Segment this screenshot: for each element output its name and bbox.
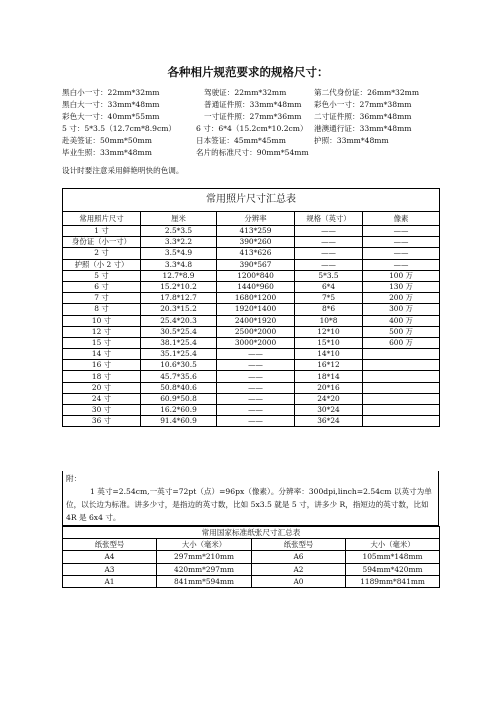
table-cell: 420mm*297mm xyxy=(157,563,252,575)
table-cell: 24*20 xyxy=(295,393,363,404)
table-cell: —— xyxy=(217,349,295,360)
table-cell: —— xyxy=(295,248,363,259)
spec-item: 黑白大一寸：33mm*48mm xyxy=(62,100,160,109)
column-header: 常用照片尺寸 xyxy=(63,212,141,226)
column-header: 像素 xyxy=(363,212,440,226)
table-cell xyxy=(363,382,440,393)
table-cell: A4 xyxy=(63,551,157,563)
table-cell: —— xyxy=(295,237,363,248)
table-cell xyxy=(363,349,440,360)
table-cell: 30 寸 xyxy=(63,405,141,416)
table-row xyxy=(63,382,440,393)
table-cell: 身份证（小一寸） xyxy=(63,237,141,248)
table-cell: 1680*1200 xyxy=(217,293,295,304)
spec-item: 赴美签证：50mm*50mm xyxy=(62,136,152,145)
spec-item: 5 寸：5*3.5（12.7cm*8.9cm） xyxy=(62,124,177,133)
table-row xyxy=(63,281,440,292)
table-row xyxy=(63,237,440,248)
table-cell: 841mm*594mm xyxy=(157,575,252,587)
table-row xyxy=(63,337,440,348)
table-cell: 200 万 xyxy=(363,293,440,304)
table-row xyxy=(63,304,440,315)
table-cell: —— xyxy=(217,393,295,404)
table-cell: 12 寸 xyxy=(63,326,141,337)
document-title: 各种相片规范要求的规格尺寸： xyxy=(167,65,329,79)
table-row xyxy=(63,371,440,382)
table-cell: 1920*1400 xyxy=(217,304,295,315)
table-cell: 413*626 xyxy=(217,248,295,259)
table-cell: 25.4*20.3 xyxy=(141,315,217,326)
table-cell: 16*12 xyxy=(295,360,363,371)
appendix-label: 附： xyxy=(66,474,82,483)
table-row xyxy=(63,551,440,563)
spec-item: 日本签证：45mm*45mm xyxy=(196,136,286,145)
spec-line xyxy=(62,99,482,111)
table-cell: A3 xyxy=(63,563,157,575)
table-cell: 3000*2000 xyxy=(217,337,295,348)
table-cell: 10.6*30.5 xyxy=(141,360,217,371)
table-cell: 17.8*12.7 xyxy=(141,293,217,304)
table-cell: 600 万 xyxy=(363,337,440,348)
table-cell: 12*10 xyxy=(295,326,363,337)
table-cell: 300 万 xyxy=(363,304,440,315)
table-cell: 390*567 xyxy=(217,259,295,270)
table-cell: 6*4 xyxy=(295,281,363,292)
table-caption: 常用国家标准纸张尺寸汇总表 xyxy=(63,527,440,539)
table-cell: 10*8 xyxy=(295,315,363,326)
table-cell xyxy=(363,371,440,382)
table-cell: 30.5*25.4 xyxy=(141,326,217,337)
table-cell: 12.7*8.9 xyxy=(141,270,217,281)
table-cell: —— xyxy=(217,382,295,393)
table-cell: 15 寸 xyxy=(63,337,141,348)
table-cell: 15.2*10.2 xyxy=(141,281,217,292)
spec-item: 彩色小一寸：27mm*38mm xyxy=(314,100,412,109)
table-cell: 14 寸 xyxy=(63,349,141,360)
table-row xyxy=(63,226,440,237)
table-cell: 1189mm*841mm xyxy=(346,575,440,587)
table-cell: 50.8*40.6 xyxy=(141,382,217,393)
table-cell: 16 寸 xyxy=(63,360,141,371)
table-cell: 5 寸 xyxy=(63,270,141,281)
table-cell xyxy=(363,360,440,371)
spec-line xyxy=(62,147,482,159)
table-cell: —— xyxy=(363,248,440,259)
table-cell: 45.7*35.6 xyxy=(141,371,217,382)
table-cell: 16.2*60.9 xyxy=(141,405,217,416)
spec-item: 护照：33mm*48mm xyxy=(314,136,389,145)
spec-item: 黑白小一寸：22mm*32mm xyxy=(62,88,160,97)
table-cell: 30*24 xyxy=(295,405,363,416)
spec-line xyxy=(62,123,482,135)
spec-item: 驾驶证：22mm*32mm xyxy=(204,88,287,97)
table-row xyxy=(63,575,440,587)
table-cell: 18 寸 xyxy=(63,371,141,382)
table-cell: —— xyxy=(217,371,295,382)
table-cell: 91.4*60.9 xyxy=(141,416,217,427)
table-cell: 36 寸 xyxy=(63,416,141,427)
spec-item: 6 寸：6*4（15.2cm*10.2cm） xyxy=(196,124,308,133)
spec-item: 港澳通行证：33mm*48mm xyxy=(314,124,412,133)
table-cell: 8 寸 xyxy=(63,304,141,315)
table-cell: 20.3*15.2 xyxy=(141,304,217,315)
spec-item: 一寸证件照：27mm*36mm xyxy=(204,112,302,121)
table-cell: 400 万 xyxy=(363,315,440,326)
table-cell: 36*24 xyxy=(295,416,363,427)
table-cell: 60.9*50.8 xyxy=(141,393,217,404)
table-cell: 3.5*4.9 xyxy=(141,248,217,259)
spec-item: 二寸证件照：36mm*48mm xyxy=(314,112,412,121)
spec-list xyxy=(62,87,482,159)
spec-line xyxy=(62,135,482,147)
table-cell: 14*10 xyxy=(295,349,363,360)
spec-item: 第二代身份证：26mm*32mm xyxy=(314,88,420,97)
table-cell: A1 xyxy=(63,575,157,587)
table-cell: 594mm*420mm xyxy=(346,563,440,575)
table-cell: 2.5*3.5 xyxy=(141,226,217,237)
table-cell: 7*5 xyxy=(295,293,363,304)
spec-line xyxy=(62,87,482,99)
column-header: 大小（毫米） xyxy=(346,539,440,551)
table-cell: 10 寸 xyxy=(63,315,141,326)
table-row xyxy=(63,416,440,427)
appendix-text: 1 英寸=2.54cm,一英寸=72pt（点）=96px（像素）。分辨率：300dpi,linch=2.54cm 以英寸为单位，以长边为标准。讲多少寸，是指边的英寸数，比如 5x3.5 就是 5 寸，讲多少 R，指短边的英寸数，比如 4R 是 6x4 寸。 xyxy=(66,487,432,522)
table-cell: 20*16 xyxy=(295,382,363,393)
table-cell: 7 寸 xyxy=(63,293,141,304)
column-header: 纸张型号 xyxy=(63,539,157,551)
table-cell: 护照（小 2 寸） xyxy=(63,259,141,270)
table-cell: 3.3*4.8 xyxy=(141,259,217,270)
spec-line xyxy=(62,111,482,123)
table-cell: 1 寸 xyxy=(63,226,141,237)
column-header: 分辨率 xyxy=(217,212,295,226)
table-row xyxy=(63,270,440,281)
table-cell: 38.1*25.4 xyxy=(141,337,217,348)
appendix-box xyxy=(62,471,439,526)
table-cell: 8*6 xyxy=(295,304,363,315)
spec-item: 名片的标准尺寸：90mm*54mm xyxy=(196,148,309,157)
table-row xyxy=(63,248,440,259)
table-row xyxy=(63,315,440,326)
table-cell xyxy=(363,393,440,404)
table-cell: 1440*960 xyxy=(217,281,295,292)
table-cell: 500 万 xyxy=(363,326,440,337)
table-row xyxy=(63,326,440,337)
table-cell: 2400*1920 xyxy=(217,315,295,326)
column-header: 规格（英寸） xyxy=(295,212,363,226)
table-cell: 1200*840 xyxy=(217,270,295,281)
table-cell: 24 寸 xyxy=(63,393,141,404)
table-cell: —— xyxy=(295,226,363,237)
table-cell: 105mm*148mm xyxy=(346,551,440,563)
table-cell: 15*10 xyxy=(295,337,363,348)
table-cell xyxy=(363,405,440,416)
table-row xyxy=(63,259,440,270)
paper-size-table xyxy=(62,526,440,588)
spec-item: 普通证件照：33mm*48mm xyxy=(204,100,302,109)
table-cell: —— xyxy=(363,237,440,248)
table-caption: 常用照片尺寸汇总表 xyxy=(63,189,440,212)
table-cell: A0 xyxy=(252,575,346,587)
table-cell: 6 寸 xyxy=(63,281,141,292)
table-cell: 130 万 xyxy=(363,281,440,292)
photo-size-table xyxy=(62,188,440,427)
table-cell: —— xyxy=(217,405,295,416)
table-cell: 413*259 xyxy=(217,226,295,237)
table-row xyxy=(63,393,440,404)
column-header: 纸张型号 xyxy=(252,539,346,551)
spec-item: 毕业生照：33mm*48mm xyxy=(62,148,152,157)
table-cell: 5*3.5 xyxy=(295,270,363,281)
design-note: 设计时要注意采用鲜艳明快的色调。 xyxy=(62,166,184,175)
table-cell: A2 xyxy=(252,563,346,575)
table-row xyxy=(63,563,440,575)
table-cell: —— xyxy=(217,360,295,371)
table-cell xyxy=(363,416,440,427)
table-cell: 18*14 xyxy=(295,371,363,382)
table-header-row xyxy=(63,212,440,226)
table-row xyxy=(63,349,440,360)
column-header: 厘米 xyxy=(141,212,217,226)
table-cell: 20 寸 xyxy=(63,382,141,393)
table-cell: —— xyxy=(363,259,440,270)
table-row xyxy=(63,293,440,304)
table-cell: 35.1*25.4 xyxy=(141,349,217,360)
table-cell: 390*260 xyxy=(217,237,295,248)
table-row xyxy=(63,405,440,416)
column-header: 大小（毫米） xyxy=(157,539,252,551)
table-cell: 297mm*210mm xyxy=(157,551,252,563)
table-cell: —— xyxy=(295,259,363,270)
table-cell: A6 xyxy=(252,551,346,563)
table-cell: 2500*2000 xyxy=(217,326,295,337)
table-cell: 3.3*2.2 xyxy=(141,237,217,248)
table-cell: —— xyxy=(217,416,295,427)
table-cell: 2 寸 xyxy=(63,248,141,259)
table-header-row xyxy=(63,539,440,551)
table-row xyxy=(63,360,440,371)
table-cell: —— xyxy=(363,226,440,237)
spec-item: 彩色大一寸：40mm*55mm xyxy=(62,112,160,121)
table-cell: 100 万 xyxy=(363,270,440,281)
